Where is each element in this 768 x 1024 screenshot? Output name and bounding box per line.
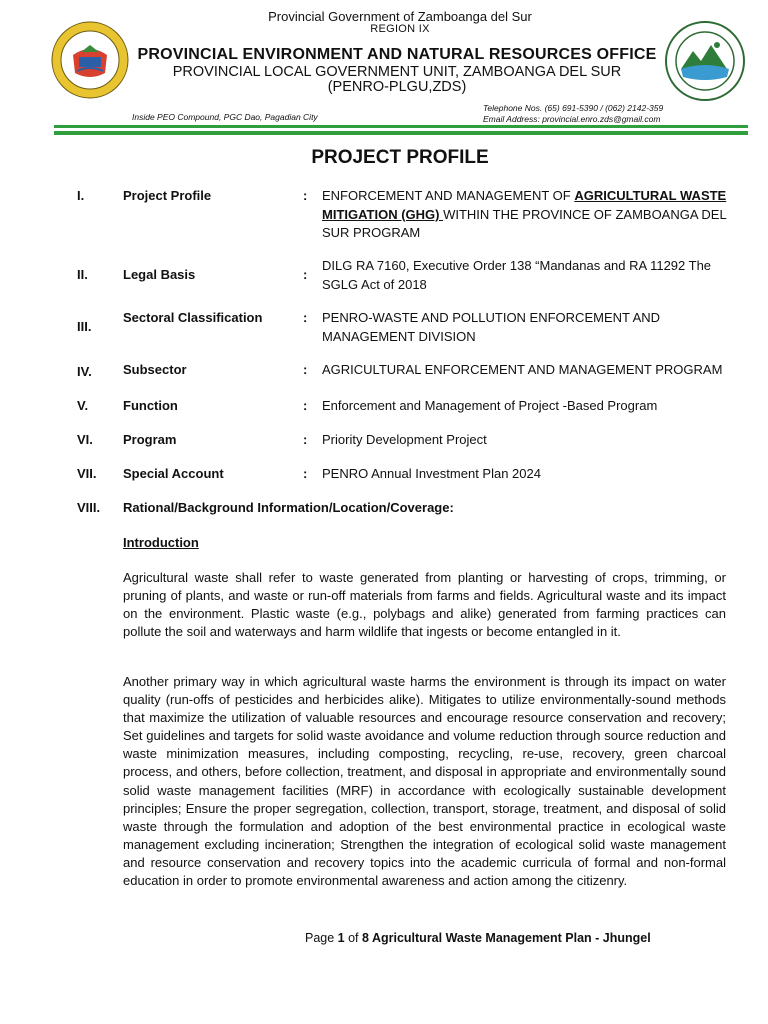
item-number: VIII. [77, 500, 101, 515]
footer-page-word: Page [305, 931, 338, 945]
profile-item [77, 500, 454, 515]
item-number: III. [77, 319, 92, 334]
government-name: Provincial Government of Zamboanga del Sur [268, 9, 532, 24]
page-footer [305, 931, 651, 945]
item-label: Legal Basis [123, 267, 196, 282]
telephone-numbers: Telephone Nos. (65) 691-5390 / (062) 2142-359 [483, 103, 664, 113]
footer-page-number: 1 [337, 931, 345, 945]
item-label: Sectoral Classification [123, 310, 263, 325]
footer-of-word: of [344, 931, 362, 945]
document-title: PROJECT PROFILE [311, 147, 489, 168]
item-value-part: ENFORCEMENT AND MANAGEMENT OF [322, 188, 575, 203]
item-number: VI. [77, 432, 93, 447]
item-colon: : [303, 310, 308, 325]
office-abbreviation: (PENRO-PLGU,ZDS) [327, 79, 467, 95]
item-colon: : [303, 188, 308, 203]
introduction-heading: Introduction [123, 535, 199, 550]
contact-info [483, 103, 663, 124]
item-colon: : [303, 432, 308, 447]
item-value: Priority Development Project [322, 432, 487, 447]
item-colon: : [303, 466, 308, 481]
introduction-paragraph: Another primary way in which agricultural waste harms the environment is through its impact on water quality (run-offs of pesticides and herbicides alike). Mitigates to utilize environmentally-sound methods that maximize the utilization of valuable resources and encourage resource conservation and recovery; Set guidelines and targets for solid waste avoidance and volume reduction through source reduction and waste minimization measures, including composting, recycling, re-use, recovery, green charcoal process, and others, before collection, treatment, and disposal in appropriate and environmentally sound solid waste management facilities (MRF) in accordance with ecologically sustainable development principles; Ensure the proper segregation, collection, transport, storage, treatment, and disposal of solid waste through the formulation and adoption of the best environmental practice in ecological waste management excluding incineration; Strengthen the integration of ecological solid waste management and resource conservation and recovery topics into the academic curricula of formal and non-formal education in order to promote environmental awareness and action among the citizenry. [123, 674, 726, 889]
item-colon: : [303, 398, 308, 413]
item-value: PENRO-WASTE AND POLLUTION ENFORCEMENT AND MANAGEMENT DIVISION [322, 310, 661, 344]
item-label: Subsector [123, 362, 187, 377]
item-value: Enforcement and Management of Project -Based Program [322, 398, 658, 413]
introduction-paragraph: Agricultural waste shall refer to waste generated from planting or harvesting of crops, trimming, or pruning of plants, and waste or run-off materials from farms and fields. Agricultural waste and its impact on the environment. Plastic waste (e.g., polybags and alike) generated from farming practices can pollute the soil and waterways and harm wildlife that ingests or become entangled in it. [123, 570, 726, 640]
item-number: IV. [77, 364, 92, 379]
item-label: Project Profile [123, 188, 212, 203]
item-value [322, 187, 727, 243]
item-label: Function [123, 398, 178, 413]
letterhead [0, 0, 768, 140]
office-address: Inside PEO Compound, PGC Dao, Pagadian City [132, 112, 318, 122]
item-value-emphasis: AGRICULTURAL WASTE MITIGATION (GHG) [322, 188, 727, 222]
email-address: Email Address: provincial.enro.zds@gmail.com [483, 113, 661, 124]
item-number: VII. [77, 466, 97, 481]
item-label: Program [123, 432, 177, 447]
penro-seal-icon [665, 21, 745, 101]
region-name: REGION IX [370, 23, 430, 35]
item-number: I. [77, 188, 85, 203]
item-number: II. [77, 267, 88, 282]
item-colon: : [303, 362, 308, 377]
item-value: AGRICULTURAL ENFORCEMENT AND MANAGEMENT PROGRAM [322, 362, 723, 377]
item-label: Special Account [123, 466, 224, 481]
item-colon: : [303, 267, 308, 282]
item-label: Rational/Background Information/Location/Coverage: [123, 500, 454, 515]
item-number: V. [77, 398, 89, 413]
item-value: DILG RA 7160, Executive Order 138 “Mandanas and RA 11292 The SGLG Act of 2018 [322, 258, 712, 292]
footer-page-total: 8 [362, 931, 369, 945]
unit-name: PROVINCIAL LOCAL GOVERNMENT UNIT, ZAMBOANGA DEL SUR [172, 64, 622, 80]
item-value-part: WITHIN THE PROVINCE OF ZAMBOANGA DEL SUR PROGRAM [322, 206, 727, 240]
office-name: PROVINCIAL ENVIRONMENT AND NATURAL RESOURCES OFFICE [137, 46, 657, 63]
header-divider-thin [54, 125, 748, 128]
header-divider-thick [54, 131, 748, 135]
item-value: PENRO Annual Investment Plan 2024 [322, 466, 541, 481]
footer-document-name: Agricultural Waste Management Plan - Jhungel [368, 931, 651, 945]
